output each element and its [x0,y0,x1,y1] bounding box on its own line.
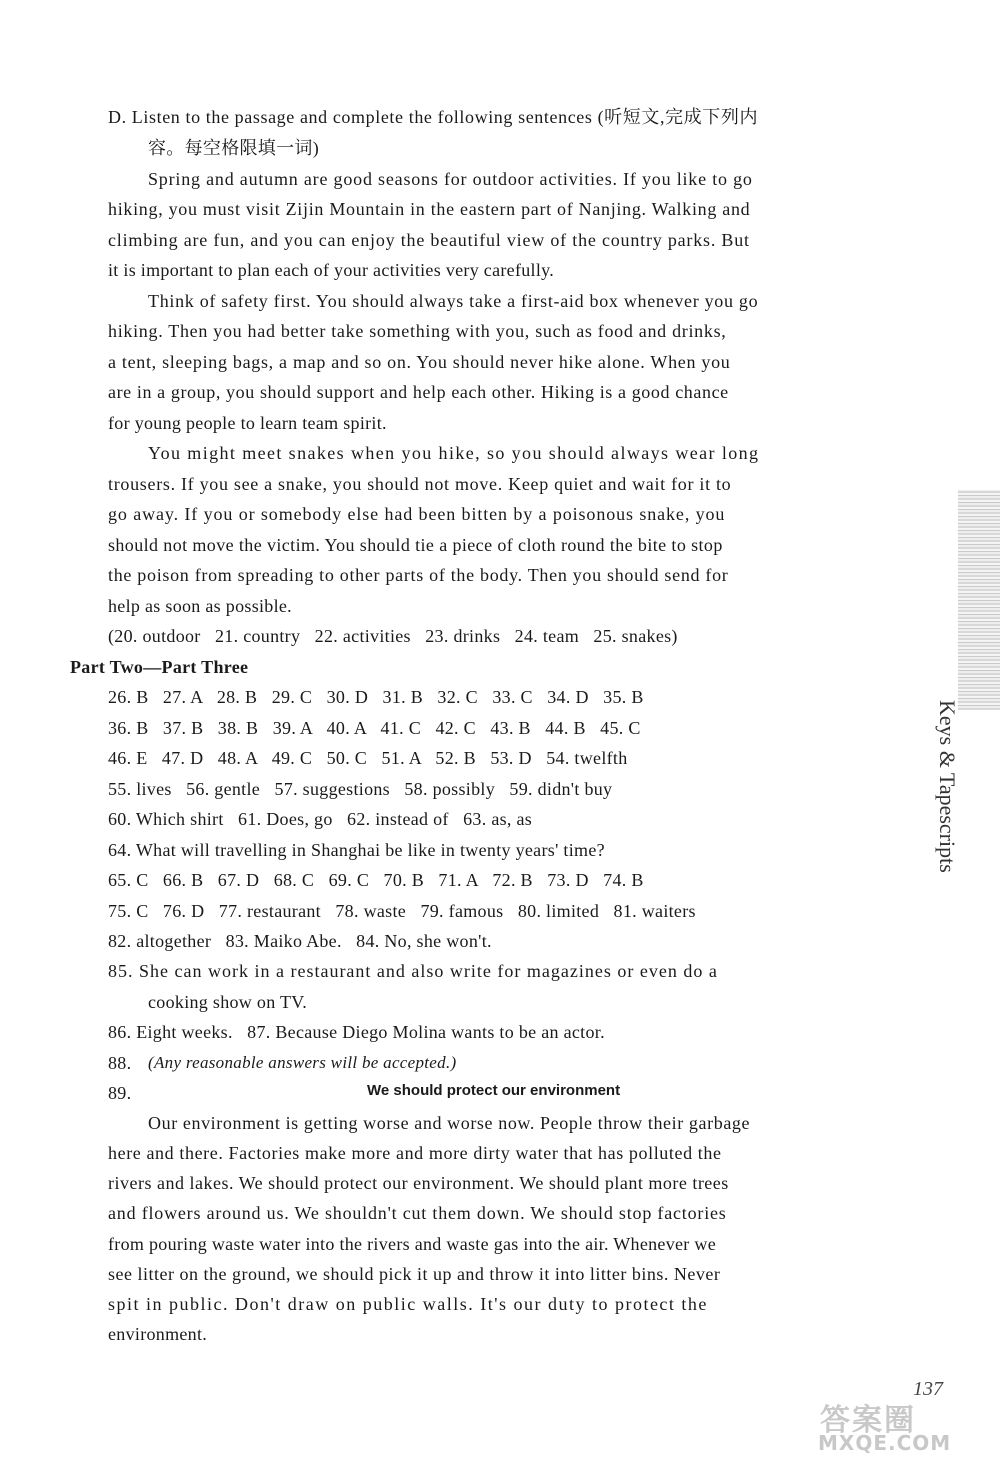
passage-line: are in a group, you should support and help each other. Hiking is a good chance [108,382,729,402]
answer-line: 86. Eight weeks. 87. Because Diego Molina wants to be an actor. [108,1022,605,1042]
essay-line: spit in public. Don't draw on public walls. It's our duty to protect the [108,1294,708,1314]
passage-line: go away. If you or somebody else had been bitten by a poisonous snake, you [108,504,726,524]
essay-line: here and there. Factories make more and more dirty water that has polluted the [108,1143,722,1163]
essay-title: We should protect our environment [367,1082,621,1099]
answer-line: 65. C 66. B 67. D 68. C 69. C 70. B 71. A 72. B 73. D 74. B [108,870,644,890]
side-tab-label: Keys & Tapescripts [935,700,960,873]
passage-line: You might meet snakes when you hike, so you should always wear long [148,443,760,463]
answer-line: 75. C 76. D 77. restaurant 78. waste 79. famous 80. limited 81. waiters [108,901,696,921]
essay-line: Our environment is getting worse and worse now. People throw their garbage [148,1113,751,1133]
passage-line: help as soon as possible. [108,596,292,616]
passage-line: a tent, sleeping bags, a map and so on. You should never hike alone. When you [108,352,731,372]
watermark-site: MXQE.COM [818,1431,952,1455]
part-heading: Part Two—Part Three [70,657,249,677]
page-number: 137 [913,1378,943,1400]
passage-line: climbing are fun, and you can enjoy the beautiful view of the country parks. But [108,230,750,250]
page-edge-texture [958,490,1000,710]
answer-line: 26. B 27. A 28. B 29. C 30. D 31. B 32. C 33. C 34. D 35. B [108,687,644,707]
answer-line: 82. altogether 83. Maiko Abe. 84. No, she won't. [108,931,492,951]
watermark [800,1395,995,1455]
answer-line: 64. What will travelling in Shanghai be like in twenty years' time? [108,840,605,860]
section-d-instruction: D. Listen to the passage and complete the following sentences (听短文,完成下列内 [108,107,759,127]
answer-line: cooking show on TV. [148,992,308,1012]
answer-line: 46. E 47. D 48. A 49. C 50. C 51. A 52. B 53. D 54. twelfth [108,748,628,768]
passage-line: should not move the victim. You should tie a piece of cloth round the bite to stop [108,535,723,555]
passage-line: hiking, you must visit Zijin Mountain in the eastern part of Nanjing. Walking and [108,199,751,219]
passage-line: for young people to learn team spirit. [108,413,387,433]
side-tab [930,700,970,900]
watermark-logo: 答案圈 [820,1403,916,1438]
answer-line: 60. Which shirt 61. Does, go 62. instead of 63. as, as [108,809,533,829]
q89-number: 89. [108,1083,132,1103]
essay-line: and flowers around us. We shouldn't cut them down. We should stop factories [108,1203,727,1223]
passage-line: trousers. If you see a snake, you should not move. Keep quiet and wait for it to [108,474,732,494]
answer-line: 55. lives 56. gentle 57. suggestions 58. possibly 59. didn't buy [108,779,613,799]
section-d-answers: (20. outdoor 21. country 22. activities 23. drinks 24. team 25. snakes) [108,626,678,646]
passage-line: hiking. Then you had better take something with you, such as food and drinks, [108,321,727,341]
essay-line: see litter on the ground, we should pick it up and throw it into litter bins. Never [108,1264,721,1284]
answer-line: 85. She can work in a restaurant and also write for magazines or even do a [108,961,718,981]
essay-line: environment. [108,1324,208,1344]
section-d-instruction-cont: 容。每空格限填一词) [148,138,319,158]
passage-line: Spring and autumn are good seasons for outdoor activities. If you like to go [148,169,753,189]
passage-line: the poison from spreading to other parts of the body. Then you should send for [108,565,729,585]
essay-line: from pouring waste water into the rivers and waste gas into the air. Whenever we [108,1234,716,1254]
q88-text: (Any reasonable answers will be accepted.) [148,1053,457,1072]
passage-line: it is important to plan each of your activities very carefully. [108,260,555,280]
answer-line: 36. B 37. B 38. B 39. A 40. A 41. C 42. C 43. B 44. B 45. C [108,718,641,738]
q88-number: 88. [108,1053,132,1073]
essay-line: rivers and lakes. We should protect our environment. We should plant more trees [108,1173,729,1193]
passage-line: Think of safety first. You should always take a first-aid box whenever you go [148,291,759,311]
